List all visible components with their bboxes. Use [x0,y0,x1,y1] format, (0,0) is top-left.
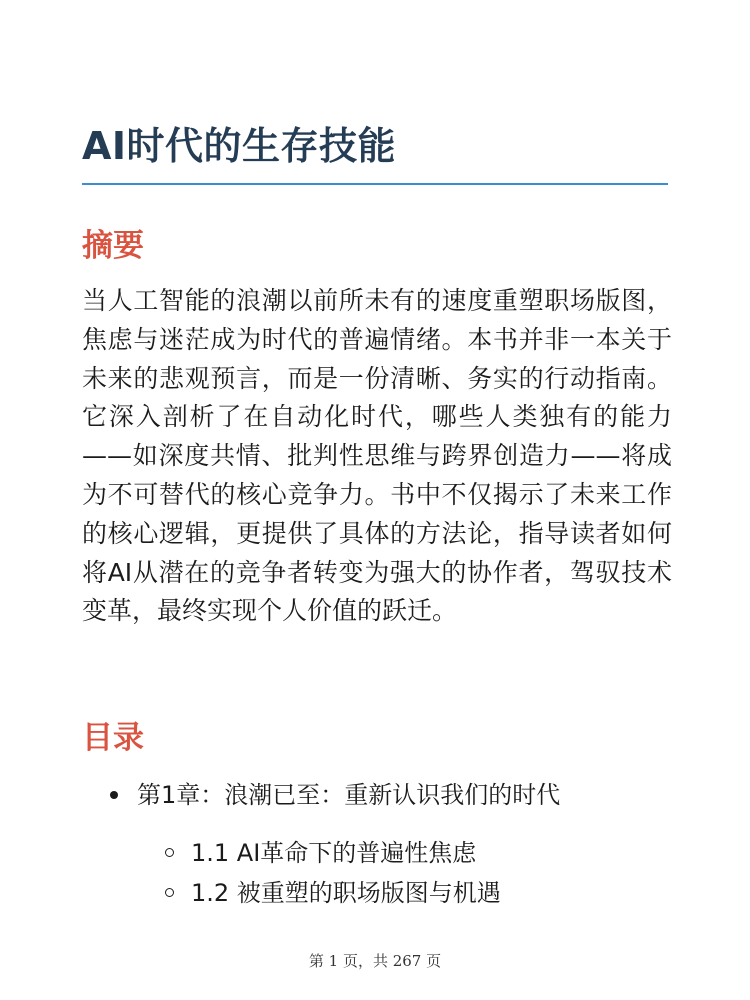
page-footer: 第 1 页，共 267 页 [308,952,442,970]
abstract-body: 当人工智能的浪潮以前所未有的速度重塑职场版图，焦虑与迷茫成为时代的普遍情绪。本书并非一本关于未来的悲观预言，而是一份清晰、务实的行动指南。它深入剖析了在自动化时代，哪些人类独有的能力——如深度共情、批判性思维与跨界创造力——将成为不可替代的核心竞争力。书中不仅揭示了未来工作的核心逻辑，更提供了具体的方法论，指导读者如何将AI从潜在的竞争者转变为强大的协作者，驾驭技术变革，最终实现个人价值的跃迁。 [82,286,672,626]
toc-heading: 目录 [82,720,144,756]
toc-section-label: 1.2 被重塑的职场版图与机遇 [191,879,501,907]
toc-section-list [137,833,672,913]
toc-section-label: 1.1 AI革命下的普遍性焦虑 [191,839,477,867]
toc-section-item[interactable] [137,873,672,913]
bullet-icon [110,791,118,799]
toc-chapter-label: 第1章：浪潮已至：重新认识我们的时代 [137,781,561,809]
toc-section-item[interactable] [137,833,672,873]
title-divider [82,183,668,185]
toc-chapter-item[interactable] [82,775,672,913]
table-of-contents [82,775,672,913]
abstract-heading: 摘要 [82,228,144,264]
circle-bullet-icon [165,848,174,857]
circle-bullet-icon [165,888,174,897]
document-title: AI时代的生存技能 [82,124,397,168]
